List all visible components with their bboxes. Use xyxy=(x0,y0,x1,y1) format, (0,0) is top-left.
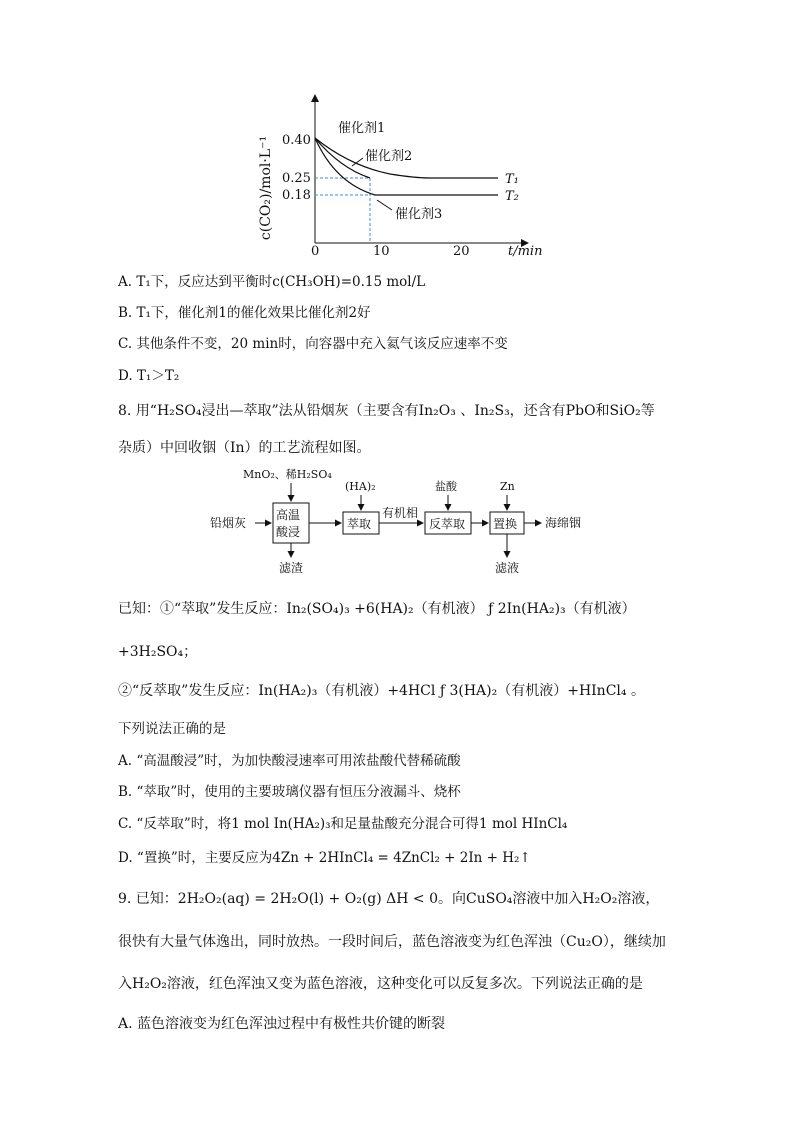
label-catalyst-2: 催化剂2 xyxy=(365,149,413,164)
y-axis-label: c(CO₂)/mol·L⁻¹ xyxy=(258,135,274,241)
flow-waste2: 滤液 xyxy=(495,561,520,575)
q8-known-1b: +3H₂SO₄； xyxy=(118,644,198,660)
curve-catalyst-3 xyxy=(315,138,498,195)
q7-option-a: A. T₁下，反应达到平衡时c(CH₃OH)=0.15 mol/L xyxy=(118,274,426,290)
q7-option-d: D. T₁＞T₂ xyxy=(118,368,180,384)
y-tick-018: 0.18 xyxy=(282,188,311,203)
flow-box1-line2: 酸浸 xyxy=(276,525,301,539)
x-tick-10: 10 xyxy=(373,244,390,259)
q9-line-1: 9. 已知：2H₂O₂(aq) = 2H₂O(l) + O₂(g) ΔH < 0。向CuSO₄溶液中加入H₂O₂溶液， xyxy=(118,891,660,907)
flow-box3: 反萃取 xyxy=(429,517,466,531)
process-flow-diagram xyxy=(205,465,605,580)
q7-option-b: B. T₁下，催化剂1的催化效果比催化剂2好 xyxy=(118,305,371,321)
flow-reagent4: Zn xyxy=(500,480,515,493)
guide-025 xyxy=(315,178,370,243)
flow-reagent2: (HA)₂ xyxy=(345,480,376,493)
flow-input-label: 铅烟灰 xyxy=(210,516,247,530)
q8-option-d: D. “置换”时，主要反应为4Zn + 2HInCl₄ = 4ZnCl₂ + 2In + H₂↑ xyxy=(118,850,531,866)
q8-option-b: B. “萃取”时，使用的主要玻璃仪器有恒压分液漏斗、烧杯 xyxy=(118,784,461,800)
y-tick-040: 0.40 xyxy=(282,133,311,148)
leader-catalyst-3 xyxy=(377,200,392,210)
flow-reagent1: MnO₂、稀H₂SO₄ xyxy=(243,468,332,481)
flow-box1-line1: 高温 xyxy=(276,508,301,522)
q8-option-c: C. “反萃取”时，将1 mol In(HA₂)₃和足量盐酸充分混合可得1 mol HInCl₄ xyxy=(118,816,568,832)
y-tick-025: 0.25 xyxy=(282,171,311,186)
flow-mid-label: 有机相 xyxy=(382,506,419,520)
q8-prompt: 下列说法正确的是 xyxy=(118,721,226,737)
q8-known-1: 已知：①“萃取”发生反应：In₂(SO₄)₃ +6(HA)₂（有机液） ƒ 2In(HA₂)₃（有机液） xyxy=(118,601,636,617)
flow-reagent3: 盐酸 xyxy=(435,480,457,493)
q8-stem-line2: 杂质）中回收铟（In）的工艺流程如图。 xyxy=(118,440,371,456)
flow-waste1: 滤渣 xyxy=(279,561,304,575)
label-T2: T₂ xyxy=(505,189,519,204)
x-axis-label: t/min xyxy=(508,244,543,259)
label-T1: T₁ xyxy=(505,172,519,187)
flow-box2: 萃取 xyxy=(347,517,372,531)
q8-stem-line1: 8. 用“H₂SO₄浸出—萃取”法从铅烟灰（主要含有In₂O₃ 、In₂S₃，还含有PbO和SiO₂等 xyxy=(118,403,655,419)
q9-line-3: 入H₂O₂溶液，红色浑浊又变为蓝色溶液，这种变化可以反复多次。下列说法正确的是 xyxy=(118,976,643,992)
x-tick-0: 0 xyxy=(311,244,320,259)
q9-option-a: A. 蓝色溶液变为红色浑浊过程中有极性共价键的断裂 xyxy=(118,1016,446,1032)
flow-output: 海绵铟 xyxy=(545,516,582,530)
concentration-time-chart xyxy=(240,88,560,263)
q7-option-c: C. 其他条件不变，20 min时，向容器中充入氦气该反应速率不变 xyxy=(118,336,508,352)
q9-line-2: 很快有大量气体逸出，同时放热。一段时间后，蓝色溶液变为红色浑浊（Cu₂O），继续加 xyxy=(118,934,666,950)
label-catalyst-1: 催化剂1 xyxy=(338,121,386,136)
x-tick-20: 20 xyxy=(453,244,470,259)
q8-known-2: ②“反萃取”发生反应：In(HA₂)₃（有机液）+4HCl ƒ 3(HA)₂（有机液）+HInCl₄ 。 xyxy=(118,683,645,699)
q8-option-a: A. “高温酸浸”时，为加快酸浸速率可用浓盐酸代替稀硫酸 xyxy=(118,753,461,769)
flow-box4: 置换 xyxy=(493,517,518,531)
label-catalyst-3: 催化剂3 xyxy=(395,207,443,222)
